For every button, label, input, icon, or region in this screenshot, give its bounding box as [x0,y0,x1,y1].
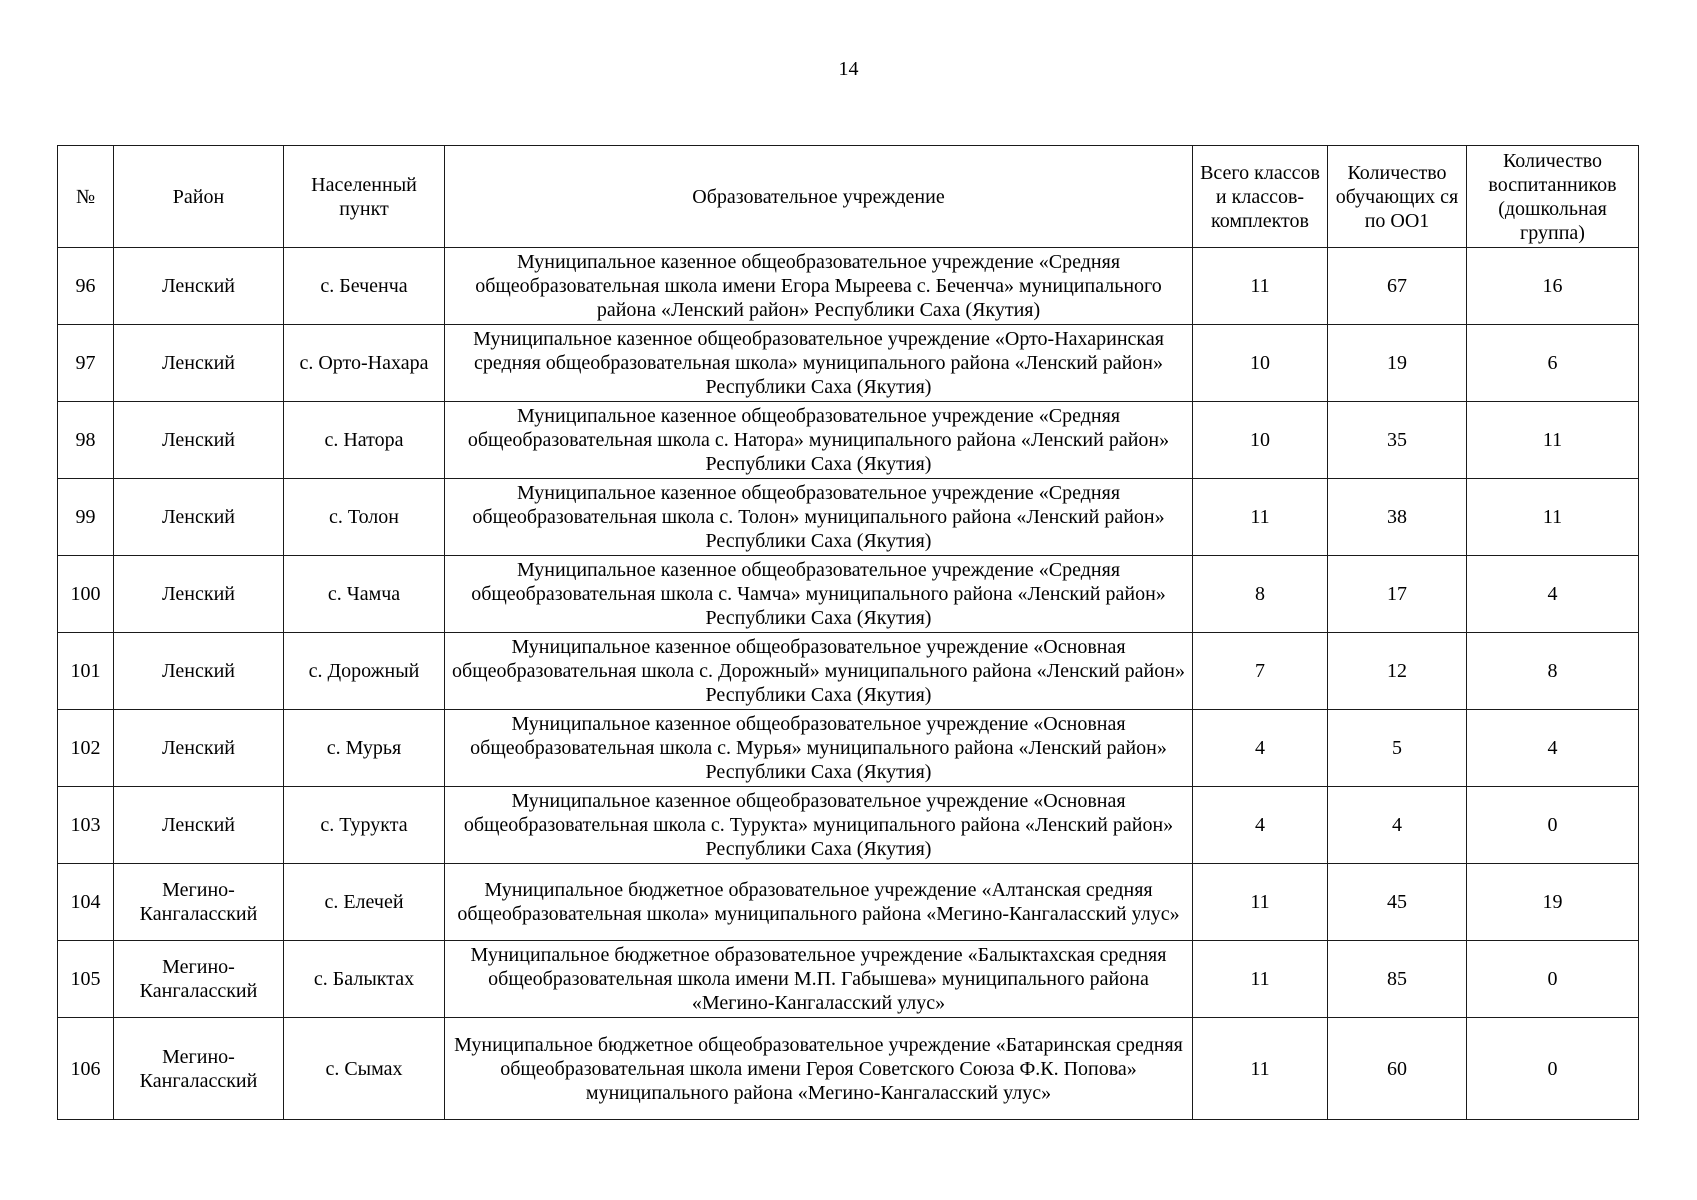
cell-preschool-count: 0 [1467,1018,1639,1120]
cell-district: Ленский [114,402,284,479]
cell-classes-total: 4 [1193,710,1328,787]
header-row [58,146,1639,248]
cell-district: Ленский [114,325,284,402]
cell-classes-total: 11 [1193,479,1328,556]
cell-preschool-count: 4 [1467,556,1639,633]
cell-preschool-count: 19 [1467,864,1639,941]
table-row [58,248,1639,325]
cell-classes-total: 8 [1193,556,1328,633]
header-settlement: Населенный пункт [284,146,445,248]
cell-institution: Муниципальное бюджетное общеобразовательное учреждение «Батаринская средняя общеобразовательная школа имени Героя Советского Союза Ф.К. Попова» муниципального района «Мегино-Кангаласский улус» [445,1018,1193,1120]
cell-students-count: 4 [1328,787,1467,864]
cell-number: 105 [58,941,114,1018]
cell-classes-total: 10 [1193,325,1328,402]
header-institution: Образовательное учреждение [445,146,1193,248]
cell-classes-total: 11 [1193,941,1328,1018]
table-row [58,941,1639,1018]
cell-classes-total: 7 [1193,633,1328,710]
cell-district: Мегино-Кангаласский [114,1018,284,1120]
header-preschool-count: Количество воспитанников (дошкольная группа) [1467,146,1639,248]
cell-district: Мегино-Кангаласский [114,941,284,1018]
cell-students-count: 67 [1328,248,1467,325]
cell-settlement: с. Чамча [284,556,445,633]
cell-preschool-count: 16 [1467,248,1639,325]
cell-students-count: 35 [1328,402,1467,479]
table-header [58,146,1639,248]
table-row [58,402,1639,479]
page-number: 14 [838,58,859,80]
cell-district: Ленский [114,633,284,710]
cell-district: Ленский [114,248,284,325]
cell-preschool-count: 11 [1467,479,1639,556]
cell-institution: Муниципальное казенное общеобразовательное учреждение «Средняя общеобразовательная школа имени Егора Мыреева с. Беченча» муниципального района «Ленский район» Республики Саха (Якутия) [445,248,1193,325]
cell-students-count: 45 [1328,864,1467,941]
cell-institution: Муниципальное казенное общеобразовательное учреждение «Основная общеобразовательная школа с. Турукта» муниципального района «Ленский район» Республики Саха (Якутия) [445,787,1193,864]
cell-number: 104 [58,864,114,941]
cell-classes-total: 11 [1193,864,1328,941]
cell-institution: Муниципальное казенное общеобразовательное учреждение «Орто-Нахаринская средняя общеобразовательная школа» муниципального района «Ленский район» Республики Саха (Якутия) [445,325,1193,402]
cell-classes-total: 10 [1193,402,1328,479]
cell-settlement: с. Сымах [284,1018,445,1120]
cell-students-count: 5 [1328,710,1467,787]
cell-students-count: 12 [1328,633,1467,710]
cell-district: Ленский [114,479,284,556]
table-row [58,479,1639,556]
cell-institution: Муниципальное бюджетное образовательное учреждение «Балыктахская средняя общеобразовательная школа имени М.П. Габышева» муниципального района «Мегино-Кангаласский улус» [445,941,1193,1018]
header-district: Район [114,146,284,248]
cell-district: Ленский [114,787,284,864]
cell-number: 98 [58,402,114,479]
table-row [58,633,1639,710]
cell-students-count: 38 [1328,479,1467,556]
cell-preschool-count: 0 [1467,787,1639,864]
cell-preschool-count: 8 [1467,633,1639,710]
cell-number: 97 [58,325,114,402]
cell-number: 101 [58,633,114,710]
cell-number: 103 [58,787,114,864]
cell-settlement: с. Елечей [284,864,445,941]
cell-settlement: с. Дорожный [284,633,445,710]
cell-classes-total: 4 [1193,787,1328,864]
cell-number: 99 [58,479,114,556]
cell-preschool-count: 6 [1467,325,1639,402]
cell-settlement: с. Мурья [284,710,445,787]
cell-institution: Муниципальное казенное общеобразовательное учреждение «Средняя общеобразовательная школа с. Чамча» муниципального района «Ленский район» Республики Саха (Якутия) [445,556,1193,633]
cell-district: Мегино-Кангаласский [114,864,284,941]
table-row [58,325,1639,402]
table-row [58,787,1639,864]
cell-district: Ленский [114,556,284,633]
cell-settlement: с. Беченча [284,248,445,325]
table-row [58,1018,1639,1120]
cell-preschool-count: 0 [1467,941,1639,1018]
cell-students-count: 17 [1328,556,1467,633]
cell-students-count: 60 [1328,1018,1467,1120]
cell-settlement: с. Орто-Нахара [284,325,445,402]
cell-classes-total: 11 [1193,1018,1328,1120]
cell-settlement: с. Турукта [284,787,445,864]
header-number: № [58,146,114,248]
cell-district: Ленский [114,710,284,787]
cell-number: 106 [58,1018,114,1120]
table-body [58,248,1639,1120]
cell-institution: Муниципальное бюджетное образовательное учреждение «Алтанская средняя общеобразовательная школа» муниципального района «Мегино-Кангаласский улус» [445,864,1193,941]
header-classes-total: Всего классов и классов-комплектов [1193,146,1328,248]
table-row [58,556,1639,633]
cell-preschool-count: 11 [1467,402,1639,479]
cell-students-count: 85 [1328,941,1467,1018]
cell-settlement: с. Балыктах [284,941,445,1018]
cell-classes-total: 11 [1193,248,1328,325]
cell-preschool-count: 4 [1467,710,1639,787]
cell-number: 100 [58,556,114,633]
cell-settlement: с. Натора [284,402,445,479]
cell-number: 102 [58,710,114,787]
header-students-count: Количество обучающих ся по ОО1 [1328,146,1467,248]
cell-institution: Муниципальное казенное общеобразовательное учреждение «Основная общеобразовательная школа с. Мурья» муниципального района «Ленский район» Республики Саха (Якутия) [445,710,1193,787]
cell-settlement: с. Толон [284,479,445,556]
cell-number: 96 [58,248,114,325]
cell-students-count: 19 [1328,325,1467,402]
schools-table [57,145,1639,1120]
table-row [58,710,1639,787]
cell-institution: Муниципальное казенное общеобразовательное учреждение «Средняя общеобразовательная школа с. Толон» муниципального района «Ленский район» Республики Саха (Якутия) [445,479,1193,556]
cell-institution: Муниципальное казенное общеобразовательное учреждение «Средняя общеобразовательная школа с. Натора» муниципального района «Ленский район» Республики Саха (Якутия) [445,402,1193,479]
cell-institution: Муниципальное казенное общеобразовательное учреждение «Основная общеобразовательная школа с. Дорожный» муниципального района «Ленский район» Республики Саха (Якутия) [445,633,1193,710]
table-row [58,864,1639,941]
